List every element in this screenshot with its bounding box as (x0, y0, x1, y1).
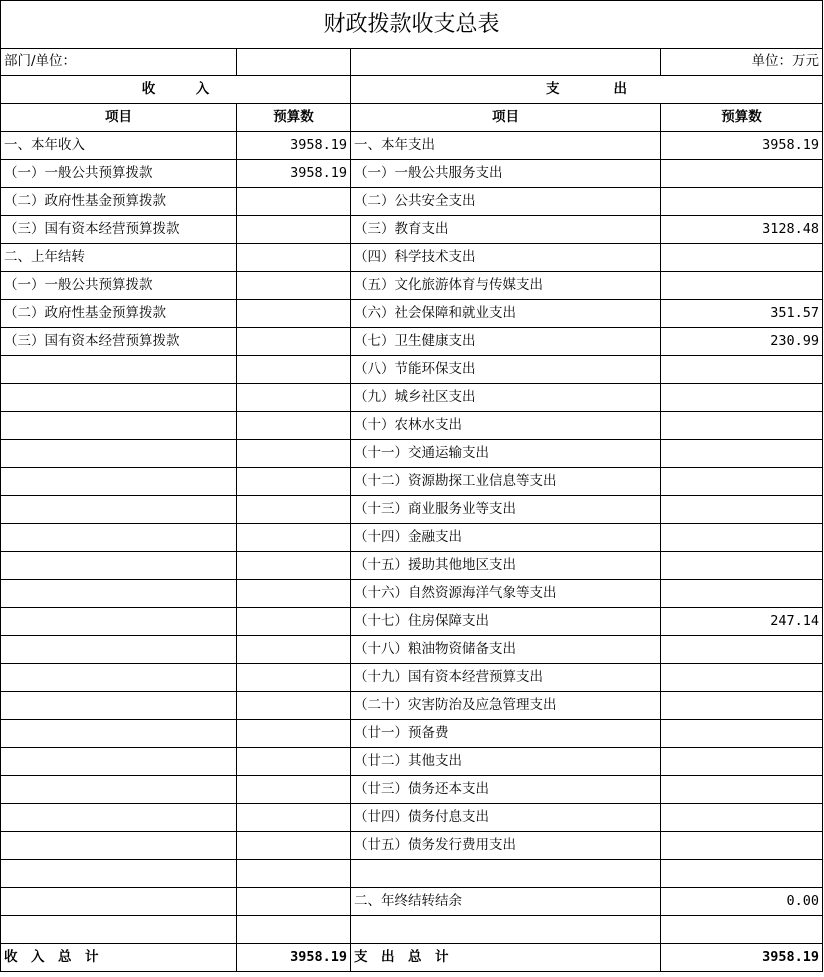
unit-label: 单位：万元 (661, 49, 823, 76)
table-row (1, 300, 823, 328)
income-value-cell (237, 412, 351, 440)
income-value-cell (237, 580, 351, 608)
income-item-cell (1, 524, 237, 552)
expense-item-cell (351, 860, 661, 888)
income-value-cell (237, 832, 351, 860)
expense-item-cell: （七）卫生健康支出 (351, 328, 661, 356)
income-value-cell (237, 804, 351, 832)
income-value-cell (237, 468, 351, 496)
table-row (1, 524, 823, 552)
expense-value-cell (661, 160, 823, 188)
income-value-cell (237, 776, 351, 804)
expense-value-cell: 230.99 (661, 328, 823, 356)
table-row (1, 580, 823, 608)
income-item-cell (1, 804, 237, 832)
income-item-cell (1, 832, 237, 860)
income-item-cell (1, 860, 237, 888)
table-row (1, 916, 823, 944)
income-value-cell (237, 692, 351, 720)
expense-item-col-header: 项目 (351, 104, 661, 132)
income-value-cell (237, 188, 351, 216)
income-item-cell: （二）政府性基金预算拨款 (1, 188, 237, 216)
table-row (1, 692, 823, 720)
expense-item-cell: （十六）自然资源海洋气象等支出 (351, 580, 661, 608)
table-row (1, 356, 823, 384)
income-item-col-header: 项目 (1, 104, 237, 132)
expense-value-cell (661, 384, 823, 412)
income-value-cell (237, 496, 351, 524)
income-item-cell (1, 356, 237, 384)
header-blank (351, 49, 661, 76)
expense-total-label: 支 出 总 计 (351, 944, 661, 972)
table-row (1, 636, 823, 664)
income-value-cell (237, 552, 351, 580)
expense-item-cell: （十八）粮油物资储备支出 (351, 636, 661, 664)
page-title: 财政拨款收支总表 (1, 1, 823, 49)
income-item-cell (1, 776, 237, 804)
income-item-cell: （二）政府性基金预算拨款 (1, 300, 237, 328)
expense-value-cell (661, 468, 823, 496)
income-item-cell (1, 720, 237, 748)
income-item-cell (1, 552, 237, 580)
dept-value (237, 49, 351, 76)
income-value-cell: 3958.19 (237, 160, 351, 188)
expense-value-cell (661, 496, 823, 524)
expense-item-cell: （十三）商业服务业等支出 (351, 496, 661, 524)
income-item-cell (1, 916, 237, 944)
income-item-cell (1, 580, 237, 608)
expense-total-value: 3958.19 (661, 944, 823, 972)
table-row (1, 244, 823, 272)
income-item-cell (1, 496, 237, 524)
expense-item-cell: （五）文化旅游体育与传媒支出 (351, 272, 661, 300)
income-value-cell (237, 720, 351, 748)
expense-item-cell: （二）公共安全支出 (351, 188, 661, 216)
income-value-cell (237, 272, 351, 300)
expense-item-cell: （一）一般公共服务支出 (351, 160, 661, 188)
dept-label: 部门/单位： (1, 49, 237, 76)
expense-value-cell (661, 832, 823, 860)
expense-value-cell: 3128.48 (661, 216, 823, 244)
expense-value-cell (661, 244, 823, 272)
income-value-cell (237, 748, 351, 776)
expense-value-cell (661, 524, 823, 552)
table-row (1, 216, 823, 244)
expense-item-cell: 二、年终结转结余 (351, 888, 661, 916)
income-item-cell: （三）国有资本经营预算拨款 (1, 216, 237, 244)
expense-item-cell: （十七）住房保障支出 (351, 608, 661, 636)
expense-item-cell: （十五）援助其他地区支出 (351, 552, 661, 580)
income-item-cell: （三）国有资本经营预算拨款 (1, 328, 237, 356)
income-item-cell (1, 468, 237, 496)
income-value-cell (237, 384, 351, 412)
expense-value-cell (661, 636, 823, 664)
table-row (1, 132, 823, 160)
income-value-cell (237, 608, 351, 636)
expense-value-cell (661, 860, 823, 888)
expense-value-cell (661, 916, 823, 944)
table-row (1, 328, 823, 356)
table-row (1, 496, 823, 524)
income-item-cell: （一）一般公共预算拨款 (1, 160, 237, 188)
income-value-cell (237, 636, 351, 664)
expense-item-cell: （十一）交通运输支出 (351, 440, 661, 468)
expense-value-cell (661, 552, 823, 580)
totals-row (1, 944, 823, 972)
expense-value-cell: 0.00 (661, 888, 823, 916)
income-item-cell (1, 664, 237, 692)
income-value-cell (237, 888, 351, 916)
expense-item-cell: （廿三）债务还本支出 (351, 776, 661, 804)
expense-item-cell: （十二）资源勘探工业信息等支出 (351, 468, 661, 496)
income-item-cell (1, 636, 237, 664)
expense-value-cell (661, 272, 823, 300)
income-item-cell (1, 608, 237, 636)
expense-section-header: 支 出 (351, 76, 823, 104)
expense-value-cell (661, 580, 823, 608)
table-row (1, 440, 823, 468)
income-total-value: 3958.19 (237, 944, 351, 972)
expense-value-cell: 351.57 (661, 300, 823, 328)
expense-value-cell: 247.14 (661, 608, 823, 636)
income-item-cell (1, 440, 237, 468)
expense-item-cell: （二十）灾害防治及应急管理支出 (351, 692, 661, 720)
table-row (1, 272, 823, 300)
table-row (1, 748, 823, 776)
expense-value-cell (661, 412, 823, 440)
expense-value-cell (661, 720, 823, 748)
expense-value-cell (661, 804, 823, 832)
income-value-cell (237, 524, 351, 552)
expense-value-cell (661, 356, 823, 384)
income-item-cell: 二、上年结转 (1, 244, 237, 272)
expense-value-cell (661, 748, 823, 776)
income-section-header: 收 入 (1, 76, 351, 104)
table-row (1, 468, 823, 496)
table-row (1, 664, 823, 692)
table-row (1, 384, 823, 412)
income-item-cell (1, 888, 237, 916)
table-row (1, 832, 823, 860)
income-value-cell (237, 216, 351, 244)
expense-budget-col-header: 预算数 (661, 104, 823, 132)
expense-value-cell (661, 440, 823, 468)
income-value-cell (237, 440, 351, 468)
expense-item-cell: （六）社会保障和就业支出 (351, 300, 661, 328)
income-value-cell (237, 328, 351, 356)
expense-item-cell: （八）节能环保支出 (351, 356, 661, 384)
income-value-cell (237, 356, 351, 384)
income-value-cell (237, 664, 351, 692)
expense-value-cell (661, 776, 823, 804)
expense-item-cell: （四）科学技术支出 (351, 244, 661, 272)
income-value-cell (237, 860, 351, 888)
table-row (1, 552, 823, 580)
table-row (1, 776, 823, 804)
expense-value-cell (661, 692, 823, 720)
expense-item-cell: （九）城乡社区支出 (351, 384, 661, 412)
expense-item-cell: （十九）国有资本经营预算支出 (351, 664, 661, 692)
income-item-cell (1, 384, 237, 412)
table-row (1, 608, 823, 636)
income-item-cell (1, 412, 237, 440)
expense-item-cell: （十）农林水支出 (351, 412, 661, 440)
income-item-cell (1, 748, 237, 776)
table-row (1, 888, 823, 916)
income-budget-col-header: 预算数 (237, 104, 351, 132)
expense-item-cell: （廿二）其他支出 (351, 748, 661, 776)
income-item-cell: 一、本年收入 (1, 132, 237, 160)
table-row (1, 412, 823, 440)
expense-item-cell: （廿五）债务发行费用支出 (351, 832, 661, 860)
income-value-cell (237, 916, 351, 944)
expense-value-cell (661, 188, 823, 216)
table-row (1, 720, 823, 748)
expense-value-cell: 3958.19 (661, 132, 823, 160)
expense-value-cell (661, 664, 823, 692)
table-row (1, 804, 823, 832)
expense-item-cell: 一、本年支出 (351, 132, 661, 160)
expense-item-cell: （廿四）债务付息支出 (351, 804, 661, 832)
income-value-cell (237, 244, 351, 272)
income-value-cell: 3958.19 (237, 132, 351, 160)
income-value-cell (237, 300, 351, 328)
table-row (1, 160, 823, 188)
expense-item-cell: （廿一）预备费 (351, 720, 661, 748)
table-row (1, 860, 823, 888)
expense-item-cell (351, 916, 661, 944)
income-item-cell (1, 692, 237, 720)
income-item-cell: （一）一般公共预算拨款 (1, 272, 237, 300)
income-total-label: 收 入 总 计 (1, 944, 237, 972)
expense-item-cell: （三）教育支出 (351, 216, 661, 244)
expense-item-cell: （十四）金融支出 (351, 524, 661, 552)
table-row (1, 188, 823, 216)
